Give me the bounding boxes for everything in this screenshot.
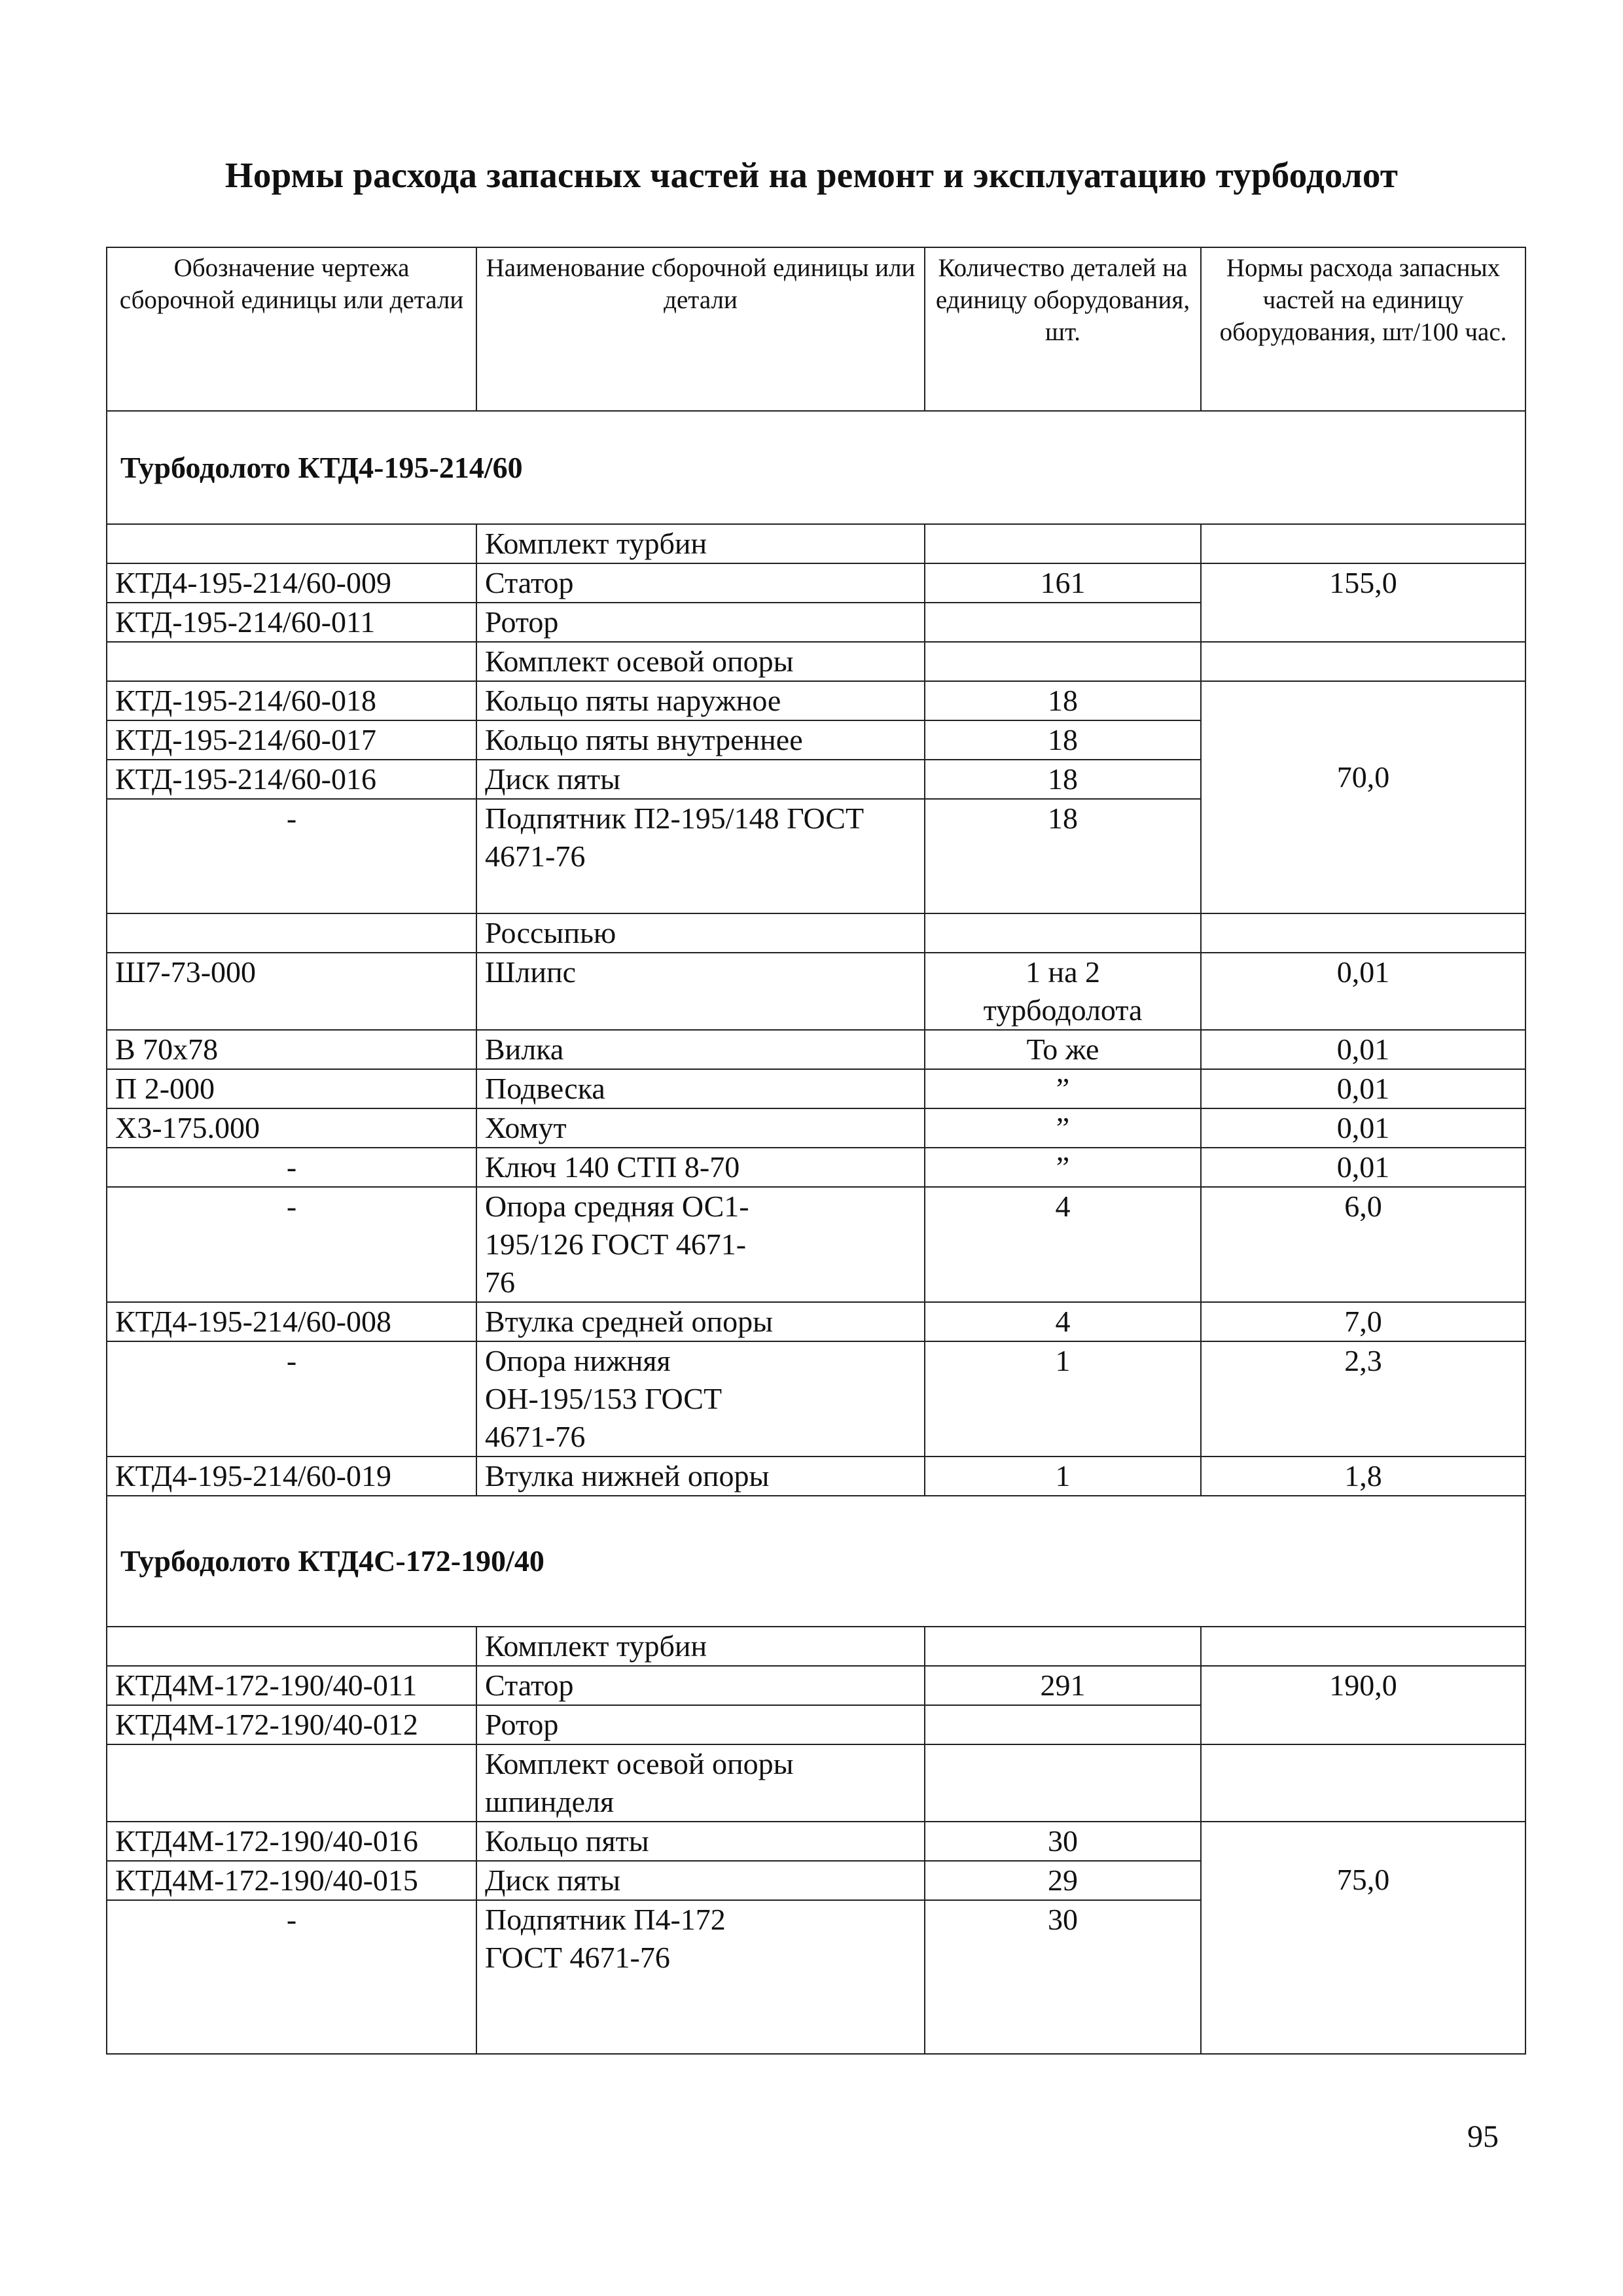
quantity-cell: 30	[925, 1900, 1201, 2054]
norm-cell	[1201, 524, 1525, 563]
quantity-cell: 1 на 2 турбодолота	[925, 953, 1201, 1030]
section-row	[107, 1496, 1525, 1627]
name-cell: Комплект осевой опоры	[476, 642, 925, 681]
designation-cell: КТД-195-214/60-018	[107, 681, 476, 720]
name-cell: Опора нижняя ОН-195/153 ГОСТ 4671-76	[476, 1341, 925, 1457]
name-cell: Ротор	[476, 603, 925, 642]
norm-cell: 190,0	[1201, 1666, 1525, 1744]
page-number: 95	[1467, 2119, 1499, 2154]
table-row	[107, 642, 1525, 681]
quantity-cell	[925, 1705, 1201, 1744]
designation-cell: КТД-195-214/60-017	[107, 720, 476, 760]
quantity-cell: 18	[925, 681, 1201, 720]
designation-cell: КТД4М-172-190/40-012	[107, 1705, 476, 1744]
designation-cell: -	[107, 1900, 476, 2054]
norm-cell: 2,3	[1201, 1341, 1525, 1457]
quantity-cell: То же	[925, 1030, 1201, 1069]
name-cell: Диск пяты	[476, 760, 925, 799]
name-cell: Вилка	[476, 1030, 925, 1069]
header-norm: Нормы расхода запасных частей на единицу оборудования, шт/100 час.	[1201, 247, 1525, 411]
designation-cell	[107, 524, 476, 563]
norm-cell: 0,01	[1201, 1030, 1525, 1069]
quantity-cell: 29	[925, 1861, 1201, 1900]
norm-cell: 6,0	[1201, 1187, 1525, 1302]
table-row	[107, 1030, 1525, 1069]
norm-cell: 0,01	[1201, 1108, 1525, 1148]
table-row	[107, 681, 1525, 720]
designation-cell: КТД4М-172-190/40-016	[107, 1822, 476, 1861]
designation-cell: П 2-000	[107, 1069, 476, 1108]
name-cell: Подпятник П2-195/148 ГОСТ 4671-76	[476, 799, 925, 913]
table-row	[107, 1302, 1525, 1341]
header-designation: Обозначение чертежа сборочной единицы или детали	[107, 247, 476, 411]
designation-cell: -	[107, 799, 476, 913]
name-cell: Диск пяты	[476, 1861, 925, 1900]
quantity-cell: 18	[925, 760, 1201, 799]
designation-cell: Ш7-73-000	[107, 953, 476, 1030]
designation-cell: КТД4-195-214/60-008	[107, 1302, 476, 1341]
designation-cell: В 70х78	[107, 1030, 476, 1069]
designation-cell: КТД-195-214/60-011	[107, 603, 476, 642]
name-cell: Россыпью	[476, 913, 925, 953]
norm-cell	[1201, 642, 1525, 681]
table-row	[107, 1744, 1525, 1822]
name-cell: Опора средняя ОС1-195/126 ГОСТ 4671-76	[476, 1187, 925, 1302]
section-row	[107, 411, 1525, 524]
table-row	[107, 1666, 1525, 1705]
quantity-cell: 4	[925, 1187, 1201, 1302]
norm-cell: 0,01	[1201, 953, 1525, 1030]
designation-cell: КТД4М-172-190/40-011	[107, 1666, 476, 1705]
table-row	[107, 1341, 1525, 1457]
designation-cell: КТД4-195-214/60-009	[107, 563, 476, 603]
quantity-cell: 18	[925, 799, 1201, 913]
norm-cell: 7,0	[1201, 1302, 1525, 1341]
name-cell: Комплект турбин	[476, 524, 925, 563]
designation-cell	[107, 642, 476, 681]
name-cell: Комплект осевой опоры шпинделя	[476, 1744, 925, 1822]
designation-cell: -	[107, 1341, 476, 1457]
name-cell: Ключ 140 СТП 8-70	[476, 1148, 925, 1187]
table-row	[107, 1822, 1525, 1861]
quantity-cell	[925, 1627, 1201, 1666]
quantity-cell: 161	[925, 563, 1201, 603]
name-cell: Комплект турбин	[476, 1627, 925, 1666]
table-row	[107, 1069, 1525, 1108]
designation-cell: КТД4М-172-190/40-015	[107, 1861, 476, 1900]
norm-cell: 70,0	[1201, 681, 1525, 913]
name-cell: Хомут	[476, 1108, 925, 1148]
table-row	[107, 1148, 1525, 1187]
designation-cell	[107, 1627, 476, 1666]
norm-cell	[1201, 1744, 1525, 1822]
designation-cell: -	[107, 1148, 476, 1187]
name-cell: Кольцо пяты	[476, 1822, 925, 1861]
table-row	[107, 913, 1525, 953]
quantity-cell	[925, 642, 1201, 681]
quantity-cell: ”	[925, 1108, 1201, 1148]
designation-cell: Х3-175.000	[107, 1108, 476, 1148]
name-cell: Шлипс	[476, 953, 925, 1030]
table-row	[107, 1108, 1525, 1148]
designation-cell: -	[107, 1187, 476, 1302]
norm-cell: 155,0	[1201, 563, 1525, 642]
designation-cell	[107, 913, 476, 953]
name-cell: Кольцо пяты внутреннее	[476, 720, 925, 760]
quantity-cell	[925, 524, 1201, 563]
header-name: Наименование сборочной единицы или детали	[476, 247, 925, 411]
norm-cell: 0,01	[1201, 1069, 1525, 1108]
norm-cell: 1,8	[1201, 1457, 1525, 1496]
quantity-cell	[925, 1744, 1201, 1822]
norm-cell	[1201, 1627, 1525, 1666]
name-cell: Втулка нижней опоры	[476, 1457, 925, 1496]
name-cell: Втулка средней опоры	[476, 1302, 925, 1341]
quantity-cell: 291	[925, 1666, 1201, 1705]
designation-cell	[107, 1744, 476, 1822]
norms-table	[106, 247, 1526, 2055]
table-header-row	[107, 247, 1525, 411]
name-cell: Статор	[476, 1666, 925, 1705]
quantity-cell: 30	[925, 1822, 1201, 1861]
table-row	[107, 1457, 1525, 1496]
quantity-cell: 1	[925, 1341, 1201, 1457]
name-cell: Подпятник П4-172 ГОСТ 4671-76	[476, 1900, 925, 2054]
norm-cell: 75,0	[1201, 1822, 1525, 2054]
designation-cell: КТД4-195-214/60-019	[107, 1457, 476, 1496]
norm-cell	[1201, 913, 1525, 953]
quantity-cell: 4	[925, 1302, 1201, 1341]
table-row	[107, 1187, 1525, 1302]
designation-cell: КТД-195-214/60-016	[107, 760, 476, 799]
name-cell: Ротор	[476, 1705, 925, 1744]
norm-cell: 0,01	[1201, 1148, 1525, 1187]
quantity-cell	[925, 603, 1201, 642]
quantity-cell: 1	[925, 1457, 1201, 1496]
table-row	[107, 563, 1525, 603]
table-row	[107, 1627, 1525, 1666]
section-title: Турбодолото КТД4С-172-190/40	[107, 1496, 1525, 1627]
quantity-cell: ”	[925, 1069, 1201, 1108]
quantity-cell	[925, 913, 1201, 953]
table-row	[107, 953, 1525, 1030]
header-quantity: Количество деталей на единицу оборудования, шт.	[925, 247, 1201, 411]
quantity-cell: 18	[925, 720, 1201, 760]
table-row	[107, 524, 1525, 563]
name-cell: Статор	[476, 563, 925, 603]
name-cell: Кольцо пяты наружное	[476, 681, 925, 720]
quantity-cell: ”	[925, 1148, 1201, 1187]
page-title: Нормы расхода запасных частей на ремонт и эксплуатацию турбодолот	[224, 155, 1399, 195]
name-cell: Подвеска	[476, 1069, 925, 1108]
section-title: Турбодолото КТД4-195-214/60	[107, 411, 1525, 524]
